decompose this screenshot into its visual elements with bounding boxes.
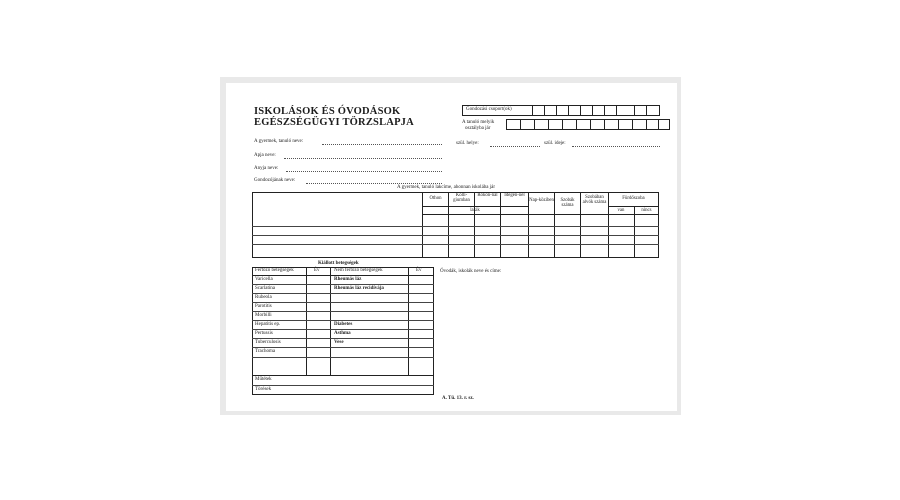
- disease-infectious-7: Pertussis: [255, 331, 273, 336]
- kindergarten-label: Óvodák, iskolák neve és címe:: [440, 269, 502, 274]
- disease-noninf-7: Asthma: [334, 331, 351, 336]
- father-name-label: Apja neve:: [254, 153, 276, 158]
- surgery-label: Műtétek: [255, 377, 272, 382]
- birthplace-label: szül. helye:: [456, 141, 479, 146]
- disease-infectious-4: Parotitis: [255, 304, 272, 309]
- guardian-name-label: Gondozójának neve:: [254, 178, 296, 183]
- disease-noninf-6: Diabetes: [334, 322, 353, 327]
- col-szobaban: Szobában alvók száma: [582, 195, 607, 205]
- birthdate-label: szül. ideje:: [544, 141, 566, 146]
- disease-infectious-5: Morbilli: [255, 313, 272, 318]
- health-record-form: [226, 83, 677, 411]
- col-nincs: nincs: [641, 208, 652, 213]
- col-napkozi: Nap-köziben: [529, 198, 554, 203]
- disease-infectious-8: Tuberculosis: [255, 340, 281, 345]
- disease-infectious-9: Trachoma: [255, 349, 276, 354]
- disease-noninf-8: Vese: [334, 340, 344, 345]
- disease-infectious-2: Scarlatina: [255, 286, 275, 291]
- col-van: van: [617, 208, 625, 213]
- col-furdo: Fürdőszoba: [622, 196, 645, 201]
- guardian-group-label: Gondozási csoport(ok): [466, 107, 512, 112]
- disease-noninf-2: Rheumás láz recidívája: [334, 286, 384, 291]
- col-rokon: Rokon-nál: [477, 193, 498, 198]
- col-nem-fertozo: Nem fertőző betegségek: [334, 268, 383, 273]
- class-label-line1: A tanuló melyik: [462, 120, 495, 125]
- child-name-label: A gyermek, tanuló neve:: [254, 139, 304, 144]
- col-szobak: Szobák száma: [560, 198, 575, 208]
- col-group-lakik: lakik: [470, 208, 480, 213]
- class-label-line2: osztályba jár: [465, 126, 491, 131]
- diseases-title: Kiállott betegségek: [318, 261, 359, 266]
- disease-noninf-1: Rheumás láz: [334, 277, 362, 282]
- col-ev-1: Év: [314, 268, 320, 273]
- form-title-line1: ISKOLÁSOK ÉS ÓVODÁSOK: [254, 106, 401, 117]
- col-idegen: Idegen-nél: [504, 193, 525, 198]
- mother-name-label: Anyja neve:: [254, 166, 279, 171]
- col-fertozo: Fertőző betegségek: [255, 268, 294, 273]
- form-code: A. Tü. 13. r. sz.: [442, 396, 474, 401]
- disease-infectious-6: Hepatitis ep.: [255, 322, 281, 327]
- col-ev-2: Év: [416, 268, 422, 273]
- form-title-line2: EGÉSZSÉGÜGYI TÖRZSLAPJA: [254, 117, 414, 128]
- housing-caption: A gyermek, tanuló lakcíme, ahonnan iskolába jár: [397, 185, 496, 190]
- col-othon: Othon: [429, 196, 442, 201]
- col-kollegium: Kolli-giumban: [453, 193, 470, 203]
- disease-infectious-1: Varicella: [255, 277, 273, 282]
- fractures-label: Törések: [255, 387, 272, 392]
- disease-infectious-3: Rubeola: [255, 295, 272, 300]
